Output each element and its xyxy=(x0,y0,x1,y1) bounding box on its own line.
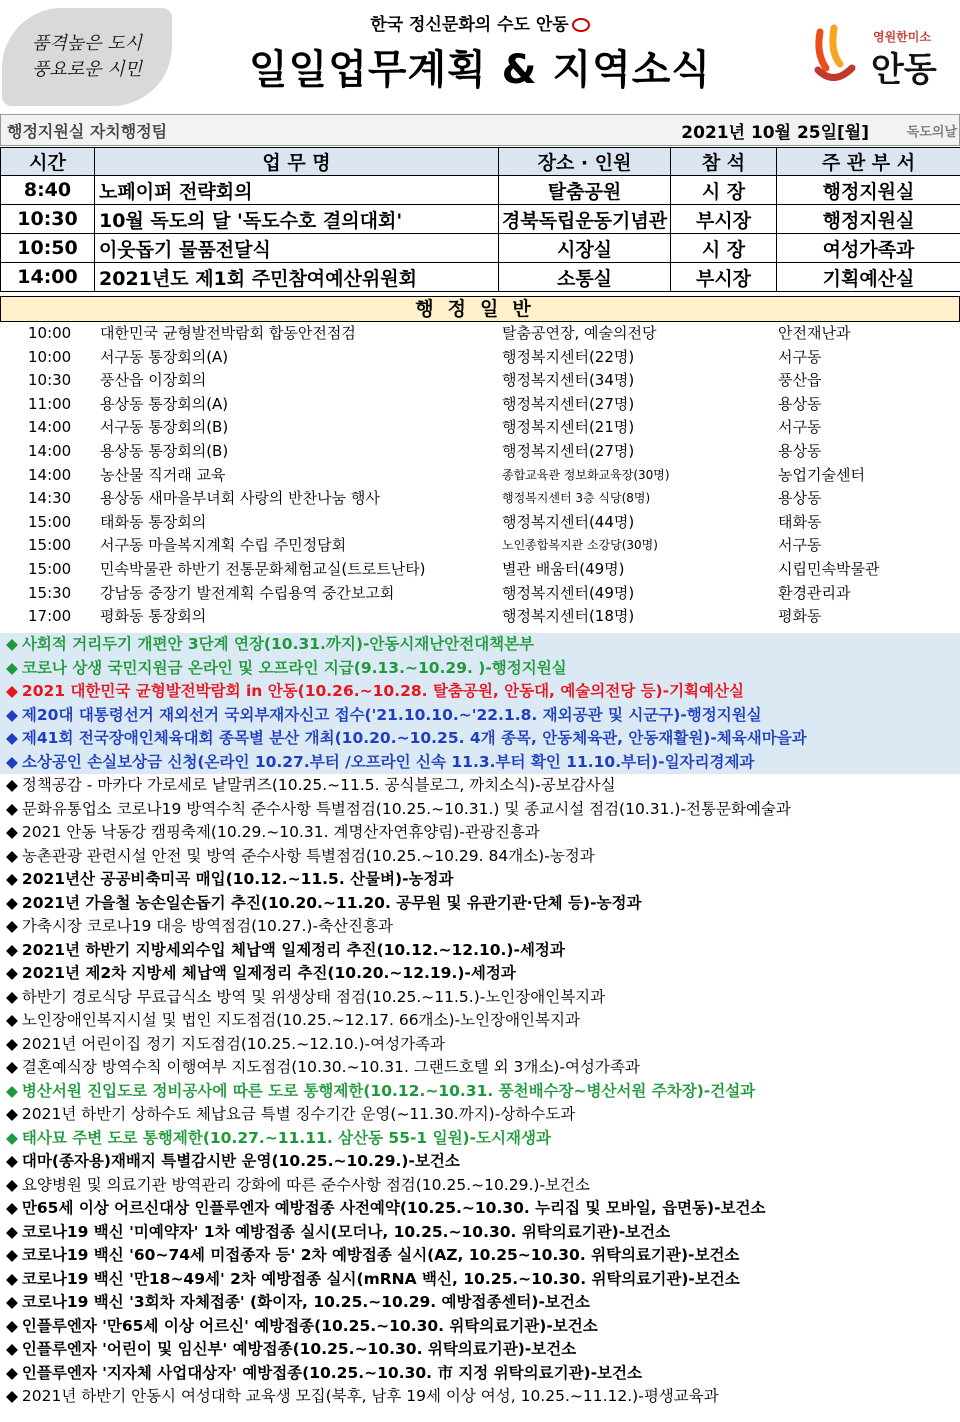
news-item xyxy=(0,962,960,986)
news-text: 코로나19 백신 '60~74세 미접종자 등' 2차 예방접종 실시(AZ, 10.25~10.30. 위탁의료기관)-보건소 xyxy=(21,1246,740,1264)
admin-place: 노인종합복지관 소강당(30명) xyxy=(502,538,658,553)
info-bar xyxy=(0,114,960,146)
news-item xyxy=(0,704,960,728)
diamond-bullet-icon: ◆ xyxy=(6,893,18,912)
diamond-bullet-icon: ◆ xyxy=(6,1152,18,1170)
diamond-bullet-icon: ◆ xyxy=(6,1034,18,1053)
schedule-dept-cell: 행정지원실 xyxy=(777,205,960,234)
news-text: 인플루엔자 '지자체 사업대상자' 예방접종(10.25.~10.30. 市 지정 위탁의료기관)-보건소 xyxy=(21,1363,642,1382)
list-item xyxy=(0,464,960,488)
admin-task: 용상동 새마을부녀회 사랑의 반찬나눔 행사 xyxy=(100,489,380,508)
news-item xyxy=(0,633,960,657)
diamond-bullet-icon: ◆ xyxy=(6,682,18,700)
news-item xyxy=(0,727,960,751)
admin-general-header: 행정일반 xyxy=(0,296,960,322)
admin-task: 민속박물관 하반기 전통문화체험교실(트로트난타) xyxy=(100,559,426,578)
andong-logo xyxy=(805,22,955,92)
news-text: 코로나19 백신 '미예약자' 1차 예방접종 실시(모더나, 10.25.~10.30. 위탁의료기관)-보건소 xyxy=(21,1222,671,1241)
admin-task: 대한민국 균형발전박람회 합동안전점검 xyxy=(100,324,356,342)
news-text: 2021 안동 낙동강 캠핑축제(10.29.~10.31. 계명산자연휴양림)-관광진흥과 xyxy=(21,823,540,841)
admin-dept: 용상동 xyxy=(778,441,822,460)
diamond-bullet-icon: ◆ xyxy=(6,1105,18,1123)
admin-place: 행정복지센터(34명) xyxy=(502,371,635,390)
list-item xyxy=(0,487,960,511)
diamond-bullet-icon: ◆ xyxy=(6,823,18,841)
schedule-dept-cell: 여성가족과 xyxy=(777,234,960,263)
col-dept: 주 관 부 서 xyxy=(777,148,960,176)
admin-time: 15:00 xyxy=(28,536,72,555)
news-text: 농촌관광 관련시설 안전 및 방역 준수사항 특별점검(10.25.~10.29. 84개소)-농정과 xyxy=(21,846,595,865)
schedule-task-cell: 노페이퍼 전략회의 xyxy=(95,176,499,205)
admin-time: 10:00 xyxy=(28,324,72,342)
schedule-time-cell: 14:00 xyxy=(1,263,95,292)
diamond-bullet-icon: ◆ xyxy=(6,1246,18,1264)
news-text: 2021년 하반기 상하수도 체납요금 특별 징수기간 운영(~11.30.까지)-상하수도과 xyxy=(21,1105,576,1123)
schedule-task-cell: 2021년도 제1회 주민참여예산위원회 xyxy=(95,263,499,292)
news-text: 2021년 하반기 안동시 여성대학 교육생 모집(북후, 남후 19세 이상 여성, 10.25.~11.12.)-평생교육과 xyxy=(21,1387,719,1405)
diamond-bullet-icon: ◆ xyxy=(6,964,18,982)
admin-time: 15:30 xyxy=(28,583,72,602)
diamond-bullet-icon: ◆ xyxy=(6,1222,18,1241)
admin-dept: 용상동 xyxy=(778,394,822,413)
news-text: 병산서원 진입도로 정비공사에 따른 도로 통행제한(10.12.~10.31. 풍천배수장~병산서원 주차장)-건설과 xyxy=(21,1081,756,1100)
diamond-bullet-icon: ◆ xyxy=(6,1175,18,1194)
diamond-bullet-icon: ◆ xyxy=(6,1011,18,1029)
news-text: 제41회 전국장애인체육대회 종목별 분산 개최(10.20.~10.25. 4개 종목, 안동체육관, 안동재활원)-체육새마을과 xyxy=(21,729,807,747)
table-row xyxy=(1,205,960,234)
news-item xyxy=(0,915,960,939)
schedule-time-cell: 10:30 xyxy=(1,205,95,234)
news-text: 사회적 거리두기 개편안 3단계 연장(10.31.까지)-안동시재난안전대책본부 xyxy=(21,635,535,653)
schedule-place-cell: 탈춤공원 xyxy=(499,176,671,205)
news-item xyxy=(0,1385,960,1409)
schedule-attend-cell: 부시장 xyxy=(671,263,777,292)
news-item xyxy=(0,1338,960,1362)
admin-dept: 안전재난과 xyxy=(778,324,851,342)
news-item xyxy=(0,1127,960,1151)
admin-time: 11:00 xyxy=(28,394,72,413)
diamond-bullet-icon: ◆ xyxy=(6,870,18,888)
diamond-bullet-icon: ◆ xyxy=(6,776,18,794)
smile-icon xyxy=(572,18,590,32)
admin-task: 서구동 통장회의(A) xyxy=(100,347,229,366)
diamond-bullet-icon: ◆ xyxy=(6,729,18,747)
admin-time: 10:30 xyxy=(28,371,72,390)
news-text: 가축시장 코로나19 대응 방역점검(10.27.)-축산진흥과 xyxy=(21,917,393,935)
news-item xyxy=(0,798,960,822)
slogan-line-2: 풍요로운 시민 xyxy=(31,59,143,80)
table-row xyxy=(1,234,960,263)
col-attend: 참 석 xyxy=(671,148,777,176)
admin-place: 종합교육관 정보화교육장(30명) xyxy=(502,467,670,482)
page-header xyxy=(0,0,960,114)
admin-place: 행정복지센터(27명) xyxy=(502,441,635,460)
diamond-bullet-icon: ◆ xyxy=(6,1081,18,1100)
diamond-bullet-icon: ◆ xyxy=(6,799,18,818)
news-text: 2021년 가을철 농손일손돕기 추진(10.20.~11.20. 공무원 및 유관기관·단체 등)-농정과 xyxy=(21,893,642,912)
news-item xyxy=(0,1080,960,1104)
admin-time: 14:00 xyxy=(28,441,72,460)
schedule-time-cell: 10:50 xyxy=(1,234,95,263)
team-name: 행정지원실 자치행정팀 xyxy=(7,122,168,141)
schedule-time-cell: 8:40 xyxy=(1,176,95,205)
news-item xyxy=(0,939,960,963)
admin-place: 별관 배움터(49명) xyxy=(502,559,625,578)
admin-task: 강남동 중장기 발전계획 수립용역 중간보고회 xyxy=(100,583,395,602)
admin-time: 15:00 xyxy=(28,559,72,578)
news-item xyxy=(0,1362,960,1386)
admin-dept: 용상동 xyxy=(778,489,822,508)
diamond-bullet-icon: ◆ xyxy=(6,635,18,653)
news-text: 코로나19 백신 '만18~49세' 2차 예방접종 실시(mRNA 백신, 10.25.~10.30. 위탁의료기관)-보건소 xyxy=(21,1269,740,1288)
news-item xyxy=(0,1197,960,1221)
diamond-bullet-icon: ◆ xyxy=(6,658,18,677)
diamond-bullet-icon: ◆ xyxy=(6,846,18,865)
admin-dept: 평화동 xyxy=(778,607,822,626)
diamond-bullet-icon: ◆ xyxy=(6,1387,18,1405)
news-text: 만65세 이상 어르신대상 인플루엔자 예방접종 사전예약(10.25.~10.30. 누리집 및 모바일, 읍면동)-보건소 xyxy=(21,1199,766,1217)
news-item xyxy=(0,657,960,681)
logo-city-name: 안동 xyxy=(871,50,937,90)
list-item xyxy=(0,440,960,464)
admin-general-list xyxy=(0,322,960,629)
admin-task: 용상동 통장회의(A) xyxy=(100,394,229,413)
news-text: 대마(종자용)재배지 특별감시반 운영(10.25.~10.29.)-보건소 xyxy=(21,1152,460,1170)
diamond-bullet-icon: ◆ xyxy=(6,1058,18,1076)
admin-dept: 서구동 xyxy=(778,347,822,366)
admin-time: 14:00 xyxy=(28,465,72,484)
admin-place: 행정복지센터 3층 식당(8명) xyxy=(502,491,651,506)
news-item xyxy=(0,1174,960,1198)
schedule-task-cell: 10월 독도의 달 '독도수호 결의대회' xyxy=(95,205,499,234)
list-item xyxy=(0,558,960,582)
admin-dept: 시립민속박물관 xyxy=(778,559,880,578)
table-row xyxy=(1,263,960,292)
news-text: 태사묘 주변 도로 통행제한(10.27.~11.11. 삼산동 55-1 일원)-도시재생과 xyxy=(21,1128,551,1147)
diamond-bullet-icon: ◆ xyxy=(6,1128,18,1147)
news-item xyxy=(0,680,960,704)
admin-task: 용상동 통장회의(B) xyxy=(100,441,229,460)
list-item xyxy=(0,346,960,370)
news-text: 2021년 하반기 지방세외수입 체납액 일제정리 추진(10.12.~12.10.)-세정과 xyxy=(21,940,565,959)
news-text: 하반기 경로식당 무료급식소 방역 및 위생상태 점검(10.25.~11.5.)-노인장애인복지과 xyxy=(21,987,606,1006)
schedule-dept-cell: 행정지원실 xyxy=(777,176,960,205)
schedule-attend-cell: 시 장 xyxy=(671,176,777,205)
diamond-bullet-icon: ◆ xyxy=(6,917,18,935)
admin-task: 서구동 마을복지계획 수립 주민정담회 xyxy=(100,536,347,555)
date-memo: 독도의날 xyxy=(906,125,957,140)
col-task: 업 무 명 xyxy=(95,148,499,176)
news-item xyxy=(0,1244,960,1268)
admin-dept: 서구동 xyxy=(778,536,822,555)
news-text: 노인장애인복지시설 및 법인 지도점검(10.25.~12.17. 66개소)-노인장애인복지과 xyxy=(21,1011,580,1029)
admin-dept: 풍산읍 xyxy=(778,371,822,390)
schedule-place-cell: 시장실 xyxy=(499,234,671,263)
news-item xyxy=(0,1056,960,1080)
list-item xyxy=(0,511,960,535)
report-date: 2021년 10월 25일[월] xyxy=(681,123,869,143)
diamond-bullet-icon: ◆ xyxy=(6,705,18,724)
list-item xyxy=(0,416,960,440)
news-item xyxy=(0,821,960,845)
page-title: 일일업무계획 & 지역소식 xyxy=(248,47,712,93)
news-text: 정책공감 - 마카다 가로세로 낱말퀴즈(10.25.~11.5. 공식블로그, 까치소식)-공보감사실 xyxy=(21,776,616,794)
diamond-bullet-icon: ◆ xyxy=(6,940,18,959)
diamond-bullet-icon: ◆ xyxy=(6,1340,18,1358)
news-text: 결혼예식장 방역수칙 이행여부 지도점검(10.30.~10.31. 그랜드호텔 외 3개소)-여성가족과 xyxy=(21,1058,640,1076)
news-item xyxy=(0,845,960,869)
admin-time: 10:00 xyxy=(28,347,72,366)
admin-dept: 태화동 xyxy=(778,512,822,531)
admin-place: 행정복지센터(22명) xyxy=(502,347,635,366)
news-text: 코로나19 백신 '3회차 자체접종' (화이자, 10.25.~10.29. 예방접종센터)-보건소 xyxy=(21,1293,590,1311)
news-item xyxy=(0,1150,960,1174)
admin-place: 탈춤공연장, 예술의전당 xyxy=(502,324,657,342)
col-time: 시간 xyxy=(1,148,95,176)
news-item xyxy=(0,1103,960,1127)
news-text: 인플루엔자 '어린이 및 임신부' 예방접종(10.25.~10.30. 위탁의료기관)-보건소 xyxy=(21,1340,577,1358)
schedule-place-cell: 경북독립운동기념관 xyxy=(499,205,671,234)
admin-task: 농산물 직거래 교육 xyxy=(100,465,226,484)
list-item xyxy=(0,582,960,606)
news-text: 2021년산 공공비축미곡 매입(10.12.~11.5. 산물벼)-농정과 xyxy=(21,870,454,888)
news-item xyxy=(0,751,960,775)
diamond-bullet-icon: ◆ xyxy=(6,1269,18,1288)
schedule-attend-cell: 부시장 xyxy=(671,205,777,234)
diamond-bullet-icon: ◆ xyxy=(6,1199,18,1217)
list-item xyxy=(0,534,960,558)
list-item xyxy=(0,393,960,417)
admin-time: 15:00 xyxy=(28,512,72,531)
logo-tagline: 영원한미소 xyxy=(873,30,931,44)
news-item xyxy=(0,1315,960,1339)
col-place: 장소 · 인원 xyxy=(499,148,671,176)
schedule-attend-cell: 시 장 xyxy=(671,234,777,263)
admin-place: 행정복지센터(18명) xyxy=(502,607,635,626)
schedule-place-cell: 소통실 xyxy=(499,263,671,292)
news-text: 소상공인 손실보상금 신청(온라인 10.27.부터 /오프라인 신속 11.3.부터 확인 11.10.부터)-일자리경제과 xyxy=(21,752,755,771)
news-text: 코로나 상생 국민지원금 온라인 및 오프라인 지급(9.13.~10.29. )-행정지원실 xyxy=(21,658,567,677)
admin-task: 태화동 통장회의 xyxy=(100,512,207,531)
diamond-bullet-icon: ◆ xyxy=(6,987,18,1006)
news-text: 인플루엔자 '만65세 이상 어르신' 예방접종(10.25.~10.30. 위탁의료기관)-보건소 xyxy=(21,1316,598,1335)
local-news-list xyxy=(0,633,960,1409)
admin-task: 평화동 통장회의 xyxy=(100,607,207,626)
table-row xyxy=(1,176,960,205)
diamond-bullet-icon: ◆ xyxy=(6,752,18,771)
admin-place: 행정복지센터(49명) xyxy=(502,583,635,602)
news-item xyxy=(0,892,960,916)
news-text: 2021년 제2차 지방세 체납액 일제정리 추진(10.20.~12.19.)-세정과 xyxy=(21,964,516,982)
admin-place: 행정복지센터(21명) xyxy=(502,418,635,437)
news-text: 문화유통업소 코로나19 방역수칙 준수사항 특별점검(10.25.~10.31.) 및 종교시설 점검(10.31.)-전통문화예술과 xyxy=(21,799,791,818)
admin-dept: 농업기술센터 xyxy=(778,465,865,484)
news-item xyxy=(0,986,960,1010)
news-item xyxy=(0,1221,960,1245)
news-item xyxy=(0,774,960,798)
executive-schedule-table xyxy=(0,147,960,292)
schedule-task-cell: 이웃돕기 물품전달식 xyxy=(95,234,499,263)
news-text: 2021 대한민국 균형발전박람회 in 안동(10.26.~10.28. 탈춤공원, 안동대, 예술의전당 등)-기획예산실 xyxy=(21,682,744,700)
andong-smile-logo-icon xyxy=(810,24,858,86)
schedule-dept-cell: 기획예산실 xyxy=(777,263,960,292)
slogan-line-1: 품격높은 도시 xyxy=(31,33,143,54)
news-item xyxy=(0,1009,960,1033)
diamond-bullet-icon: ◆ xyxy=(6,1316,18,1335)
news-item xyxy=(0,1291,960,1315)
admin-time: 14:30 xyxy=(28,489,72,508)
news-text: 2021년 어린이집 정기 지도점검(10.25.~12.10.)-여성가족과 xyxy=(21,1034,445,1053)
news-item xyxy=(0,1033,960,1057)
admin-task: 서구동 통장회의(B) xyxy=(100,418,229,437)
admin-dept: 환경관리과 xyxy=(778,583,851,602)
schedule-header-row xyxy=(1,148,960,176)
admin-task: 풍산읍 이장회의 xyxy=(100,371,207,390)
list-item xyxy=(0,369,960,393)
admin-time: 17:00 xyxy=(28,607,72,626)
list-item xyxy=(0,605,960,629)
list-item xyxy=(0,322,960,346)
news-item xyxy=(0,868,960,892)
subtitle-text: 한국 정신문화의 수도 안동 xyxy=(370,15,569,35)
news-item xyxy=(0,1268,960,1292)
news-text: 제20대 대통령선거 재외선거 국외부재자신고 접수('21.10.10.~'22.1.8. 재외공관 및 시군구)-행정지원실 xyxy=(21,705,762,724)
diamond-bullet-icon: ◆ xyxy=(6,1363,18,1382)
diamond-bullet-icon: ◆ xyxy=(6,1293,18,1311)
admin-dept: 서구동 xyxy=(778,418,822,437)
admin-time: 14:00 xyxy=(28,418,72,437)
admin-place: 행정복지센터(27명) xyxy=(502,394,635,413)
news-text: 요양병원 및 의료기관 방역관리 강화에 따른 준수사항 점검(10.25.~10.29.)-보건소 xyxy=(21,1175,590,1194)
admin-place: 행정복지센터(44명) xyxy=(502,512,635,531)
